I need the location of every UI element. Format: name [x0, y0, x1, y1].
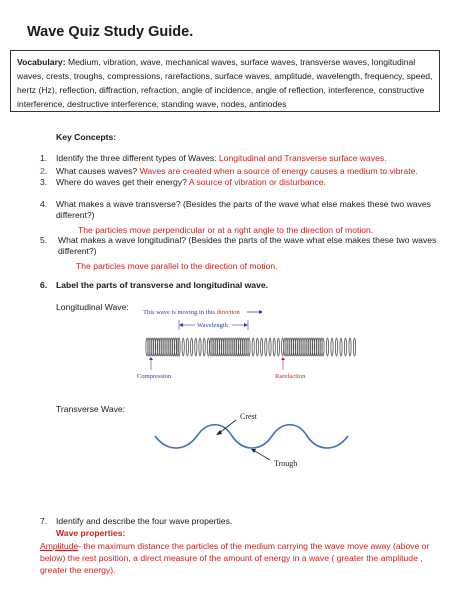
answer-text: The particles move parallel to the direction of motion.: [76, 261, 278, 271]
question-number: 1.: [40, 153, 48, 163]
coil-loop: [322, 338, 324, 356]
coil-loop: [326, 338, 328, 356]
question-2: [40, 166, 470, 177]
transverse-wave-line: [155, 425, 348, 448]
coil-loop: [331, 338, 333, 356]
coil-loop: [252, 338, 254, 356]
coil-loop: [273, 338, 275, 356]
rarefaction-label: Rarefaction: [275, 373, 306, 380]
question-text: Label the parts of transverse and longitudinal wave.: [56, 280, 269, 290]
page-title: Wave Quiz Study Guide.: [27, 24, 194, 40]
spring-coils: [146, 338, 356, 356]
wavelength-label: Wavelength: [197, 322, 228, 329]
question-6: [40, 280, 460, 291]
question-number: 5.: [40, 235, 48, 245]
coil-loop: [269, 338, 271, 356]
coil-loop: [203, 338, 205, 356]
vocabulary-terms: Medium, vibration, wave, mechanical waves, surface waves, transverse waves, longitudinal waves, crests, troughs, compressions, rarefactions, surface waves, amplitude, wavelength, frequency, speed, hertz (Hz), reflection, diffraction, refraction, angle of incidence, angle of reflection, interference, constructive interference, destructive interference, standing wave, nodes, antinodes: [17, 57, 433, 109]
answer-text: The particles move perpendicular or at a right angle to the direction of motion.: [78, 225, 374, 235]
coil-loop: [256, 338, 258, 356]
vocabulary-label: Vocabulary:: [17, 57, 66, 67]
amplitude-term: Amplitude: [40, 541, 79, 551]
trough-pointer: [253, 450, 270, 460]
key-concepts-heading: Key Concepts:: [56, 132, 117, 142]
question-number: 2.: [40, 166, 48, 176]
coil-loop: [191, 338, 193, 356]
coil-loop: [277, 338, 279, 356]
coil-loop: [340, 338, 342, 356]
coil-loop: [353, 338, 355, 356]
coil-loop: [344, 338, 346, 356]
question-number: 6.: [40, 280, 48, 290]
question-text: Where do waves get their energy?: [56, 177, 189, 187]
coil-loop: [199, 338, 201, 356]
coil-loop: [195, 338, 197, 356]
compression-label: Compression: [137, 373, 172, 380]
amplitude-text: - the maximum distance the particles of the medium carrying the wave move away (above or below) the rest position, a direct measure of the amount of energy in a wave ( greater the amplitude , greater the energy).: [40, 541, 430, 575]
question-text: Identify the three different types of Waves:: [56, 153, 219, 163]
question-7: [40, 516, 460, 527]
question-4: [40, 199, 460, 236]
crest-label: Crest: [240, 412, 257, 421]
question-text: What makes a wave transverse? (Besides the parts of the wave what else makes these two waves different?): [56, 199, 431, 220]
amplitude-definition: [40, 540, 440, 576]
question-text: What causes waves?: [56, 166, 140, 176]
transverse-wave-label: Transverse Wave:: [56, 404, 126, 414]
answer-text: Waves are created when a source of energy causes a medium to vibrate.: [139, 166, 418, 176]
question-1: [40, 153, 460, 164]
coil-loop: [186, 338, 188, 356]
transverse-wave-diagram: [150, 408, 365, 473]
answer-text: A source of vibration or disturbance.: [188, 177, 326, 187]
answer-text: Longitudinal and Transverse surface waves.: [218, 153, 387, 163]
question-number: 4.: [40, 199, 48, 209]
trough-label: Trough: [274, 459, 298, 468]
coil-loop: [349, 338, 351, 356]
vocabulary-box: [10, 50, 440, 112]
coil-loop: [265, 338, 267, 356]
question-5: [40, 235, 460, 272]
coil-loop: [248, 338, 250, 356]
question-text: Identify and describe the four wave properties.: [56, 516, 233, 526]
coil-loop: [261, 338, 263, 356]
question-number: 3.: [40, 177, 48, 187]
svg-text:This wave is moving in this di: This wave is moving in this direction: [143, 309, 240, 316]
coil-loop: [335, 338, 337, 356]
coil-loop: [282, 338, 284, 356]
question-text: What makes a wave longitudinal? (Besides the parts of the wave what else makes these two waves different?): [58, 235, 437, 256]
coil-loop: [207, 338, 209, 356]
coil-loop: [178, 338, 180, 356]
longitudinal-wave-label: Longitudinal Wave:: [56, 302, 129, 312]
question-number: 7.: [40, 516, 48, 526]
wave-properties-heading: Wave properties:: [56, 528, 126, 538]
coil-loop: [182, 338, 184, 356]
question-3: [40, 177, 460, 188]
longitudinal-wave-diagram: [135, 302, 385, 384]
